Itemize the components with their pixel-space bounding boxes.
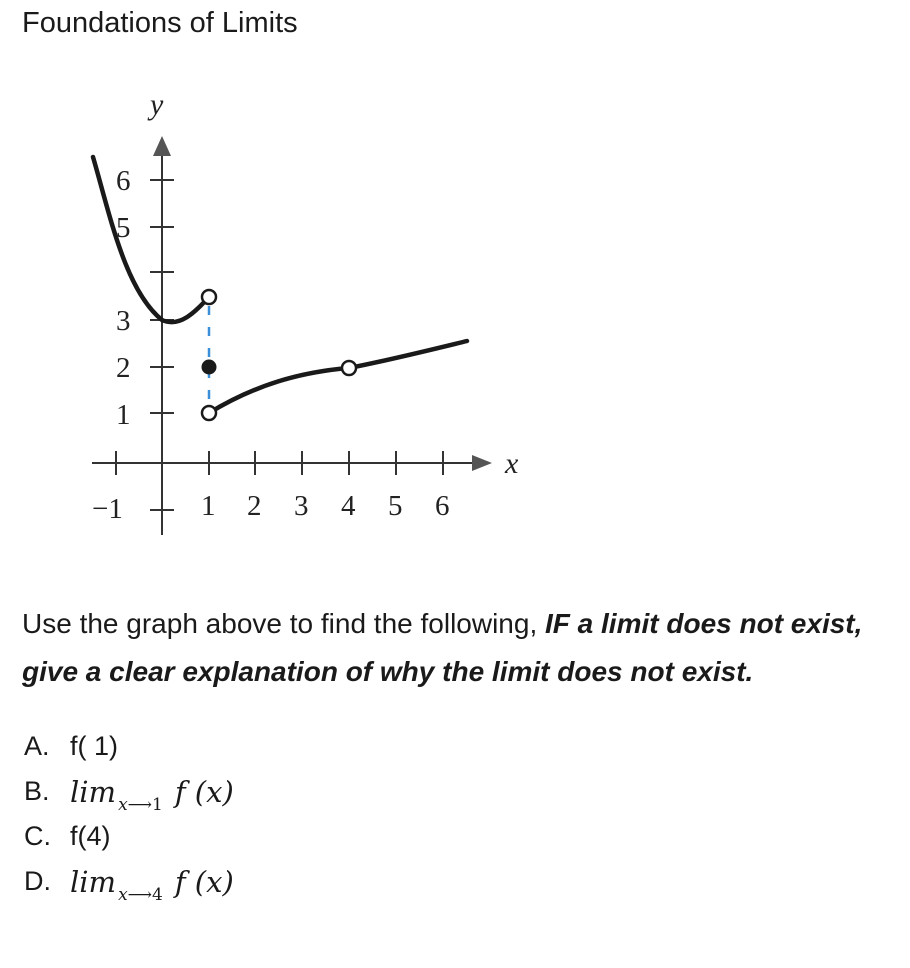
left-curve	[93, 157, 209, 322]
question-a	[24, 724, 234, 769]
question-letter: D.	[24, 866, 51, 896]
page-title: Foundations of Limits	[22, 7, 298, 39]
function-graph	[0, 80, 560, 560]
x-tick-label-1: 1	[201, 490, 216, 522]
instructions	[22, 600, 882, 696]
x-tick-label-6: 6	[435, 490, 450, 522]
x-axis-arrow	[472, 455, 492, 471]
x-tick-label-2: 2	[247, 490, 262, 522]
instructions-text: Use the graph above to find the following,	[22, 608, 546, 639]
x-tick-label-neg1: −1	[92, 493, 123, 525]
question-list	[24, 724, 234, 904]
limit-subscript: x⟶1	[118, 794, 163, 815]
question-text: f(4)	[70, 821, 111, 851]
limit-subscript: x⟶4	[118, 884, 163, 905]
y-tick-label-6: 6	[116, 165, 131, 197]
question-c	[24, 814, 234, 859]
x-tick-label-3: 3	[294, 490, 309, 522]
open-point-1-4	[202, 290, 216, 304]
instructions-emphasis: IF a limit does not exist, give a clear explanation of why the limit does not exist.	[22, 608, 863, 687]
question-text: f( 1)	[70, 731, 119, 761]
y-tick-label-3: 3	[116, 305, 131, 337]
question-b	[24, 769, 234, 814]
x-tick-label-5: 5	[388, 490, 403, 522]
limit-expression: lim $_{x⟶4}$ f (x)	[70, 864, 234, 905]
filled-point-1-2	[202, 360, 217, 375]
y-axis-label: y	[150, 88, 164, 121]
y-tick-label-2: 2	[116, 352, 131, 384]
y-axis-arrow	[153, 136, 171, 156]
right-curve	[209, 341, 467, 413]
question-letter: B.	[24, 776, 50, 806]
question-d	[24, 859, 234, 904]
x-axis-label: x	[505, 447, 519, 480]
question-letter: A.	[24, 731, 50, 761]
x-tick-label-4: 4	[341, 490, 356, 522]
y-tick-label-1: 1	[116, 399, 131, 431]
question-letter: C.	[24, 821, 51, 851]
y-tick-label-5: 5	[116, 212, 131, 244]
open-point-1-1	[202, 406, 216, 420]
limit-expression: lim $_{x⟶1}$ f (x)	[70, 774, 234, 815]
open-point-4	[342, 361, 356, 375]
